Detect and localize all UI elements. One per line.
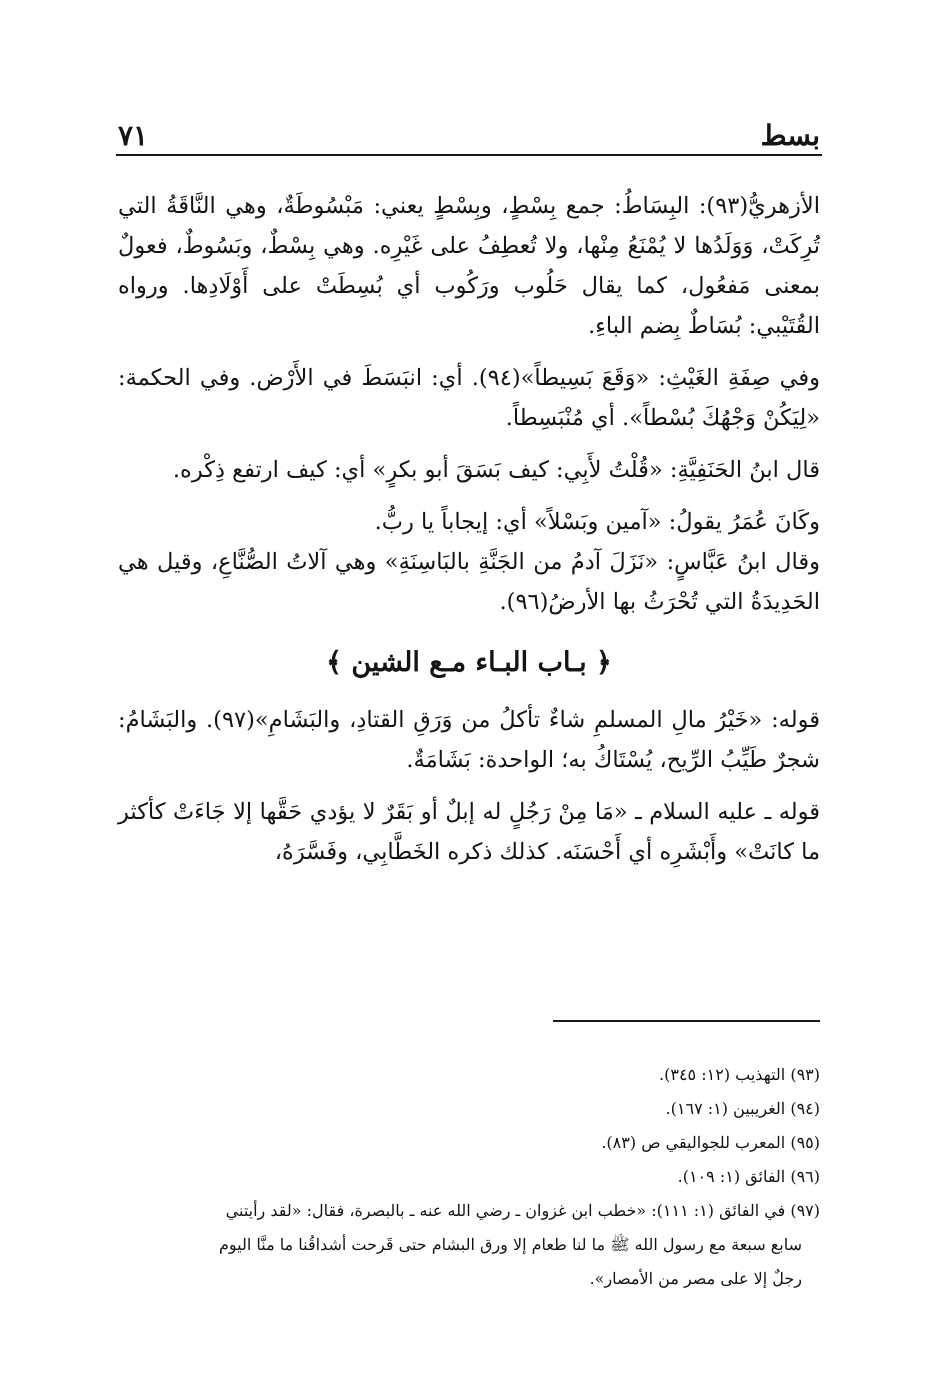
paragraph-hanafiyya: قال ابنُ الحَنَفِيَّةِ: «قُلْتُ لأَبِي: كيف بَسَقَ أبو بكرٍ» أي: كيف ارتفع ذِكْره.	[172, 457, 820, 483]
running-title: بسط	[760, 119, 820, 152]
page-number: ٧١	[118, 119, 149, 152]
paragraph-basham: قوله: «خَيْرُ مالِ المسلمِ شاءٌ تأكلُ من وَرَقِ القتادِ، والبَشَامِ»(٩٧). والبَشَامُ: شجرٌ طَيِّبُ الرِّيح، يُسْتَاكُ به؛ الواحدة: بَشَامَةٌ.	[118, 707, 820, 773]
paragraph-ibn-abbas: وقال ابنُ عَبَّاسٍ: «نَزَلَ آدمُ من الجَنَّةِ بالبَاسِنَةِ» وهي آلاتُ الصُّنَّاعِ، وقيل هي الحَدِيدَةُ التي تُحْرَثُ بها الأرضُ(٩٦).	[118, 549, 820, 615]
main-text	[118, 186, 820, 872]
footnotes	[118, 1058, 820, 1296]
paragraph-ibl: قوله ـ عليه السلام ـ «مَا مِنْ رَجُلٍ له إبلٌ أو بَقَرٌ لا يؤدي حَقَّها إلا جَاءَتْ كأكثر ما كانَتْ» وأَبْشَرِه أي أَحْسَنَه. كذلك ذكره الخَطَّابِي، وفَسَّرَهُ،	[118, 799, 820, 865]
page-header	[118, 92, 820, 152]
footnote-93: (٩٣) التهذيب (١٢: ٣٤٥).	[659, 1065, 820, 1084]
section-title: ﴿ بـاب البـاء مـع الشين ﴾	[326, 647, 612, 678]
footnote-96: (٩٦) الفائق (١: ١٠٩).	[677, 1167, 820, 1186]
footnote-97-continued: سابع سبعة مع رسول الله ﷺ ما لنا طعام إلا ورق البشام حتى قَرحت أشداقُنا ما منَّا اليوم	[219, 1235, 802, 1254]
paragraph-ghayth: وفي صِفَةِ الغَيْثِ: «وَقَعَ بَسِيطاً»(٩٤). أي: انبَسَطَ في الأَرْض. وفي الحكمة: «لِيَكُنْ وَجْهُكَ بُسْطاً». أي مُنْبَسِطاً.	[118, 365, 820, 431]
header-rule	[116, 154, 822, 156]
footnote-rule	[553, 1020, 820, 1022]
footnote-97: (٩٧) في الفائق (١: ١١١): «خطب ابن غزوان ـ رضي الله عنه ـ بالبصرة، فقال: «لقد رأيتني	[225, 1201, 820, 1220]
paragraph-basat: الأزهريُّ(٩٣): البِسَاطُ: جمع بِسْطٍ، وبِسْطٍ يعني: مَبْسُوطَةٌ، وهي النَّاقَةُ التي تُرِكَتْ، وَوَلَدُها لا يُمْنَعُ مِنْها، ولا تُعطِفُ على غَيْرِه. وهي بِسْطٌ، وبَسُوطٌ، فعولٌ بمعنى مَفعُول، كما يقال حَلُوب ورَكُوب أي بُسِطَتْ على أَوْلَادِها. ورواه القُتَيْبي: بُسَاطٌ بِضم الباءِ.	[118, 193, 820, 339]
footnote-97-end: رجلٌ إلا على مصر من الأمصار».	[589, 1269, 802, 1288]
footnote-94: (٩٤) الغريبين (١: ١٦٧).	[665, 1099, 820, 1118]
paragraph-umar: وكَانَ عُمَرُ يقولُ: «آمين وبَسْلاً» أي: إيجاباً يا ربُّ.	[374, 509, 820, 535]
footnote-95: (٩٥) المعرب للجواليقي ص (٨٣).	[601, 1133, 820, 1152]
